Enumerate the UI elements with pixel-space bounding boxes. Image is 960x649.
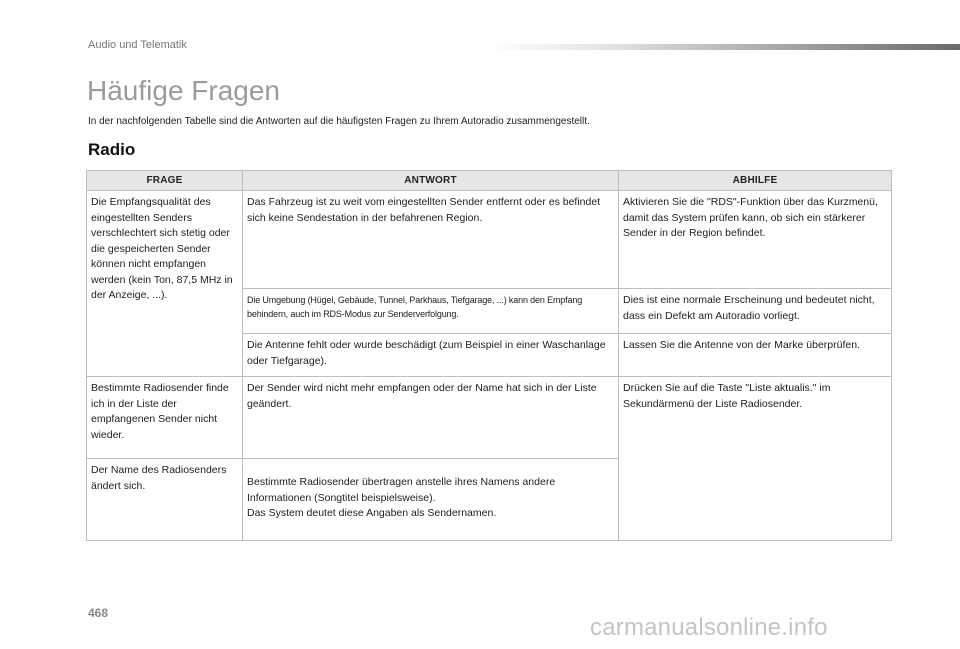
table-row: [87, 191, 892, 289]
answer-cell: [243, 459, 619, 541]
table-header-row: [87, 171, 892, 191]
page-title: Häufige Fragen: [87, 75, 281, 106]
subsection-heading: Radio: [88, 140, 136, 159]
remedy-cell: Lassen Sie die Antenne von der Marke überprüfen.: [619, 334, 892, 377]
column-header-antwort: ANTWORT: [243, 171, 619, 191]
question-cell: Der Name des Radiosenders ändert sich.: [87, 459, 243, 541]
intro-text: In der nachfolgenden Tabelle sind die Antworten auf die häufigsten Fragen zu Ihrem Autoradio zusammengestellt.: [88, 116, 590, 127]
page-number: 468: [88, 606, 109, 620]
header-gradient-bar: [488, 44, 960, 50]
faq-table: [86, 170, 892, 541]
column-header-abhilfe: ABHILFE: [619, 171, 892, 191]
watermark-text: carmanualsonline.info: [590, 614, 828, 641]
answer-cell: Die Umgebung (Hügel, Gebäude, Tunnel, Parkhaus, Tiefgarage, ...) kann den Empfang behindern, auch im RDS-Modus zur Senderverfolgung.: [243, 289, 619, 334]
answer-cell: Das Fahrzeug ist zu weit vom eingestellten Sender entfernt oder es befindet sich keine Sendestation in der befahrenen Region.: [243, 191, 619, 289]
remedy-cell: Drücken Sie auf die Taste "Liste aktualis." im Sekundärmenü der Liste Radiosender.: [619, 377, 892, 541]
column-header-frage: FRAGE: [87, 171, 243, 191]
answer-line: Bestimmte Radiosender übertragen anstelle ihres Namens andere Informationen (Songtitel beispielsweise).: [247, 476, 556, 504]
section-header: Audio und Telematik: [88, 39, 187, 51]
answer-cell: Der Sender wird nicht mehr empfangen oder der Name hat sich in der Liste geändert.: [243, 377, 619, 459]
remedy-cell: Dies ist eine normale Erscheinung und bedeutet nicht, dass ein Defekt am Autoradio vorliegt.: [619, 289, 892, 334]
remedy-cell: Aktivieren Sie die "RDS"-Funktion über das Kurzmenü, damit das System prüfen kann, ob sich ein stärkerer Sender in der Region befindet.: [619, 191, 892, 289]
answer-cell: Die Antenne fehlt oder wurde beschädigt (zum Beispiel in einer Waschanlage oder Tiefgarage).: [243, 334, 619, 377]
question-cell: Die Empfangsqualität des eingestellten Senders verschlechtert sich stetig oder die gespeicherten Sender können nicht empfangen werden (kein Ton, 87,5 MHz in der Anzeige, ...).: [87, 191, 243, 377]
question-cell: Bestimmte Radiosender finde ich in der Liste der empfangenen Sender nicht wieder.: [87, 377, 243, 459]
answer-line: Das System deutet diese Angaben als Sendernamen.: [247, 507, 497, 519]
table-row: [87, 377, 892, 418]
